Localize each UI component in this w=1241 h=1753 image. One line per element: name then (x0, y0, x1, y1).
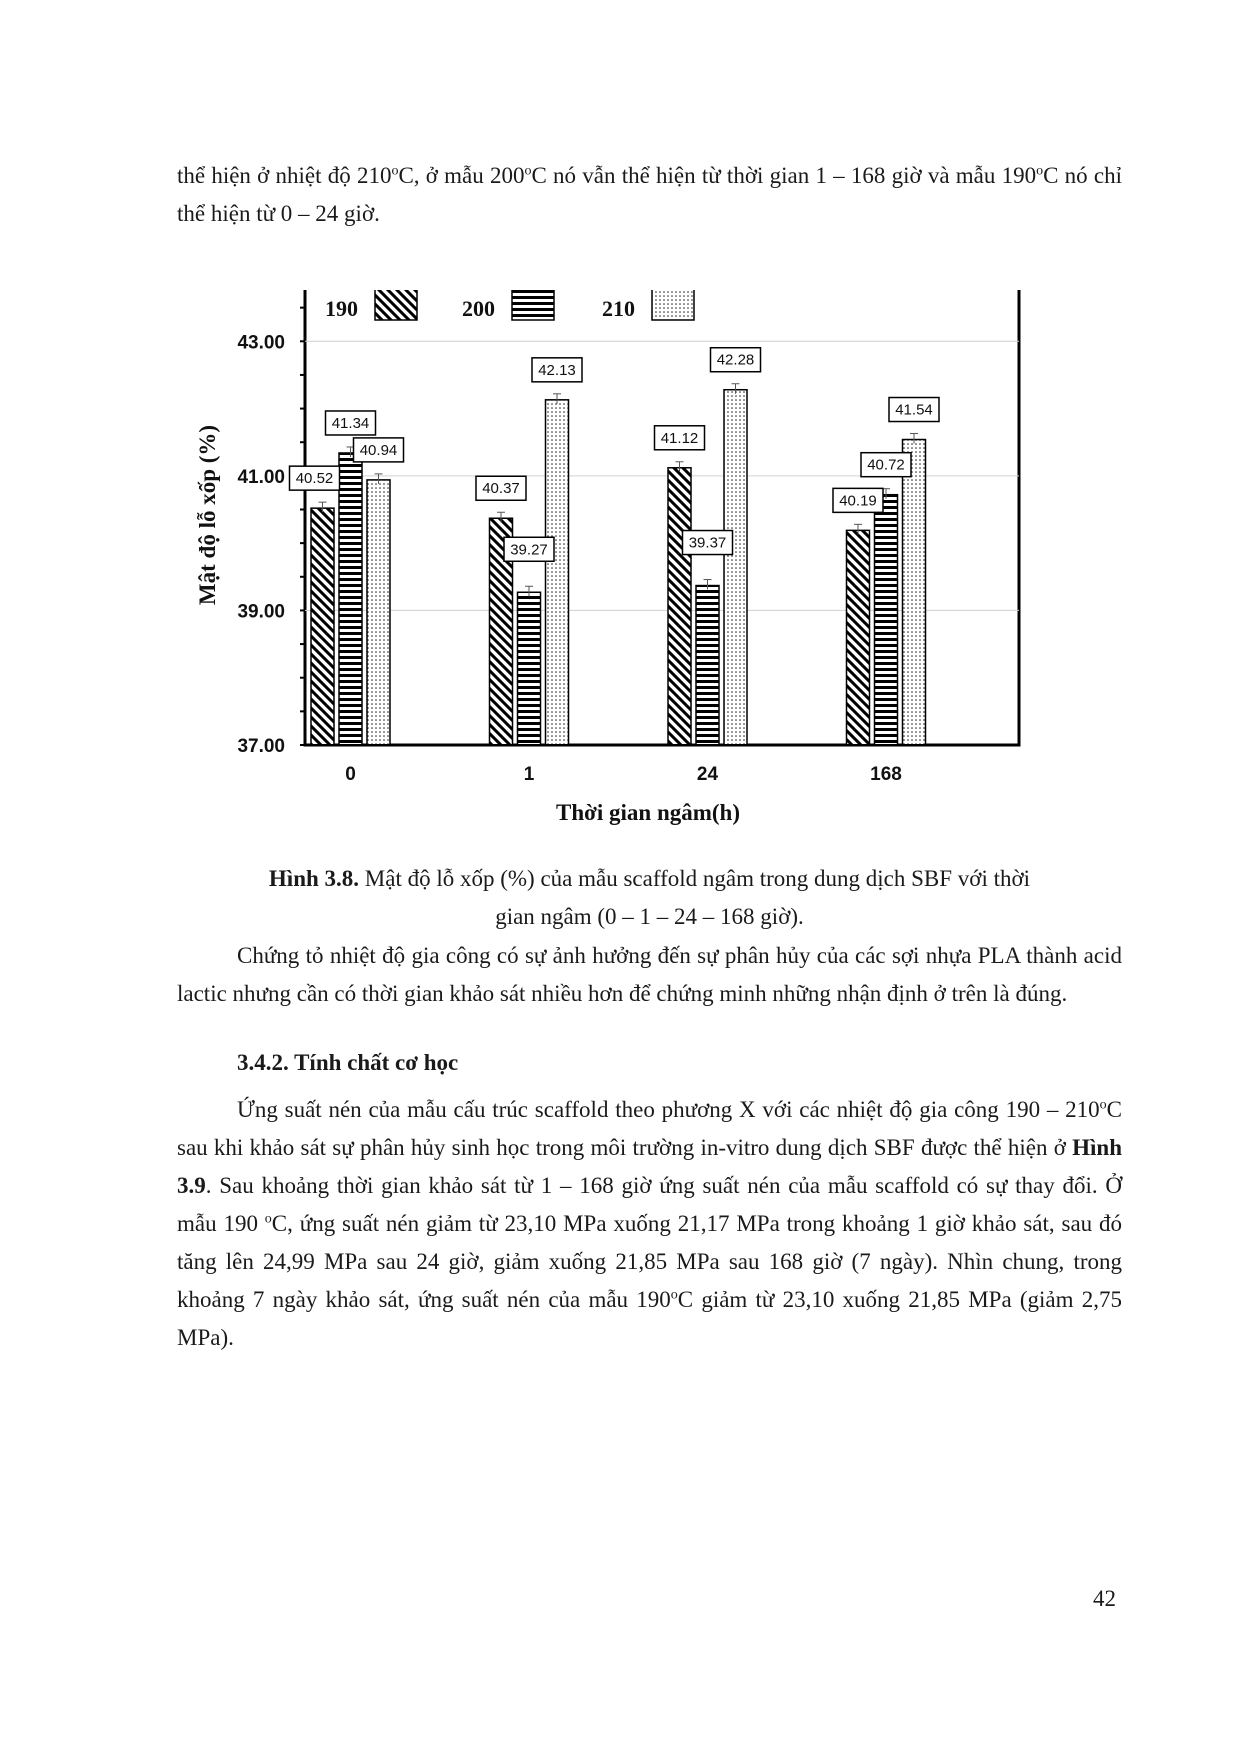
section-heading: 3.4.2. Tính chất cơ học (237, 1050, 459, 1075)
x-tick-label: 1 (523, 764, 535, 785)
intro-paragraph: thể hiện ở nhiệt độ 210$^o$C, ở mẫu 200$^o$C nó vẫn thể hiện từ thời gian 1 – 168 giờ và mẫu 190$^o$C nó chỉ thể hiện từ 0 – 24 giờ. (177, 163, 1122, 226)
figure-caption: Hình 3.8. Mật độ lỗ xốp (%) của mẫu scaffold ngâm trong dung dịch SBF với thời gian ngâm (0 – 1 – 24 – 168 giờ). (268, 866, 1031, 929)
bar-210-24 (724, 390, 747, 745)
bar-190-168 (847, 530, 870, 745)
x-axis-label: Thời gian ngâm(h) (556, 800, 740, 825)
data-label: 39.37 (688, 534, 727, 552)
bar-200-0 (339, 453, 362, 745)
data-label: 39.27 (510, 541, 548, 559)
bar-210-1 (546, 400, 569, 745)
y-tick-label: 41.00 (237, 466, 285, 488)
legend-swatch-210 (652, 290, 694, 320)
legend-swatch-190 (375, 290, 417, 320)
y-tick-label: 39.00 (237, 601, 285, 623)
legend-swatch-200 (512, 290, 554, 320)
y-tick-label: 37.00 (237, 736, 285, 757)
bar-190-24 (668, 468, 691, 745)
data-label: 41.54 (895, 401, 933, 419)
page-number: 42 (1093, 1586, 1116, 1611)
data-label: 40.52 (295, 470, 334, 488)
paragraph-2: Ứng suất nén của mẫu cấu trúc scaffold theo phương X với các nhiệt độ gia công 190 – 210$^o$C sau khi khảo sát sự phân hủy sinh học trong môi trường in-vitro dung dịch SBF được thể hiện ở Hình 3.9. Sau khoảng thời gian khảo sát từ 1 – 168 giờ ứng suất nén của mẫu scaffold có sự thay đổi. Ở mẫu 190 $^o$C, ứng suất nén giảm từ 23,10 MPa xuống 21,17 MPa trong khoảng 1 giờ khảo sát, sau đó tăng lên 24,99 MPa sau 24 giờ, giảm xuống 21,85 MPa sau 168 giờ (7 ngày). Nhìn chung, trong khoảng 7 ngày khảo sát, ứng suất nén của mẫu 190$^o$C giảm từ 23,10 xuống 21,85 MPa (giảm 2,75 MPa). (177, 1097, 1122, 1350)
data-label: 40.37 (482, 480, 520, 498)
bar-210-0 (367, 480, 390, 745)
paragraph-1: Chứng tỏ nhiệt độ gia công có sự ảnh hưởng đến sự phân hủy của các sợi nhựa PLA thành acid lactic nhưng cần có thời gian khảo sát nhiều hơn để chứng minh những nhận định ở trên là đúng. (177, 943, 1122, 1006)
x-tick-label: 24 (696, 764, 719, 785)
bar-200-24 (696, 586, 719, 745)
bar-190-0 (311, 508, 334, 745)
data-label: 41.12 (660, 429, 699, 447)
legend-label-210: 210 (602, 296, 635, 321)
legend-label-190: 190 (325, 296, 358, 321)
data-label: 40.19 (839, 492, 877, 510)
x-tick-label: 168 (870, 764, 902, 785)
data-label: 42.28 (716, 351, 755, 369)
x-tick-label: 0 (345, 764, 356, 785)
data-label: 40.94 (359, 441, 398, 459)
data-label: 42.13 (538, 361, 576, 379)
y-tick-label: 43.00 (237, 332, 285, 354)
y-tick-labels (237, 332, 285, 757)
y-axis-label: Mật độ lỗ xốp (%) (195, 424, 220, 606)
porosity-bar-chart (190, 290, 1070, 910)
bar-200-168 (875, 495, 898, 745)
bar-210-168 (903, 440, 926, 745)
x-tick-labels (345, 764, 902, 785)
data-label: 41.34 (331, 414, 370, 432)
legend-label-200: 200 (462, 296, 495, 321)
bar-200-1 (518, 592, 541, 745)
data-label: 40.72 (867, 456, 905, 474)
